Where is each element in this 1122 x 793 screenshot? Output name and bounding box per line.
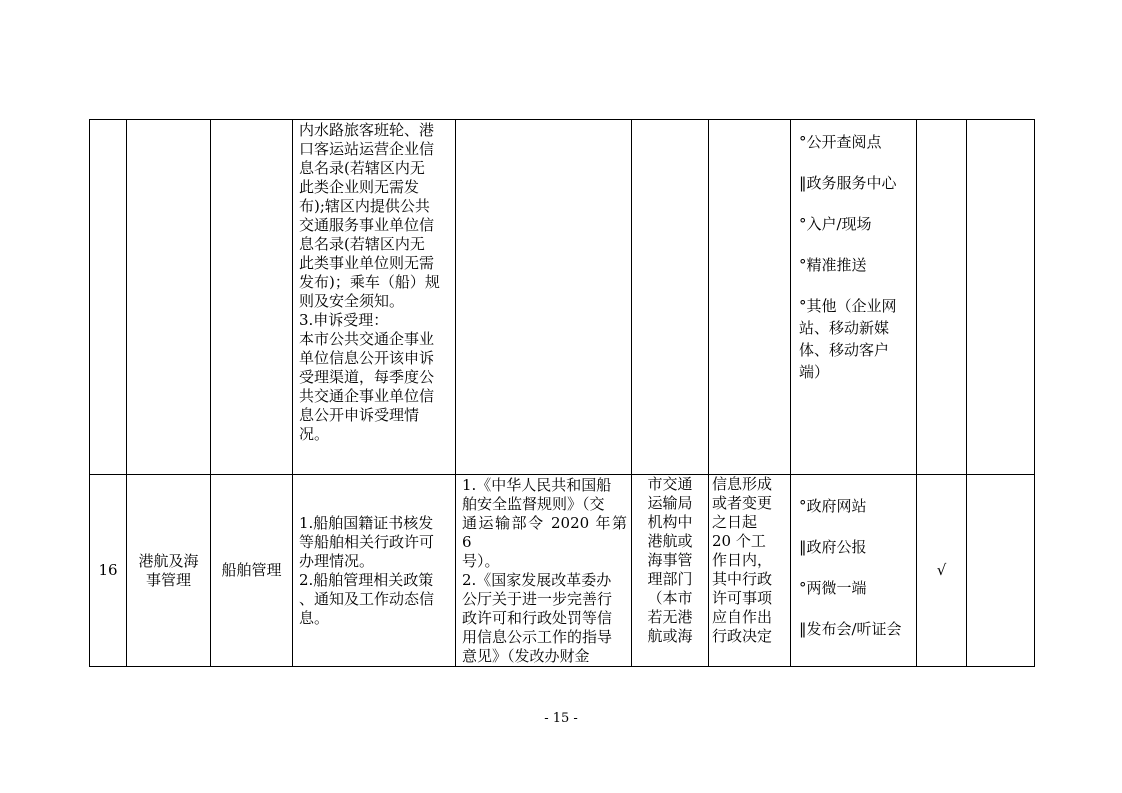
basis-text: 1.《中华人民共和国船 舶安全监督规则》（交 通运输部令 2020 年第 6 号）。 2.《国家发展改革委办 公厅关于进一步完善行 政许可和行政处罚等信 用信息公示工作的指导 意见》（发改办财金 (462, 476, 627, 665)
subject-cell (632, 120, 709, 475)
check-mark-icon: √ (936, 561, 947, 579)
channel-item: °公开查阅点 (799, 133, 882, 151)
extra-cell (967, 475, 1035, 667)
content-text: 1.船舶国籍证书核发 等船舶相关行政许可 办理情况。 2.船舶管理相关政策 、通知及工作动态信 息。 (299, 514, 435, 627)
channel-item: °精准推送 (799, 256, 867, 274)
channels-cell (791, 120, 917, 475)
channel-item: °两微一端 (799, 579, 867, 597)
channel-item: °政府网站 (799, 497, 867, 515)
channel-item: ‖发布会/听证会 (799, 620, 902, 638)
time-limit-cell (709, 475, 791, 667)
category-cell (127, 120, 211, 475)
subcategory-cell (211, 475, 293, 667)
content-cell (293, 120, 456, 475)
index-cell (90, 475, 127, 667)
subject-cell (632, 475, 709, 667)
basis-cell (456, 120, 632, 475)
basis-cell (456, 475, 632, 667)
channel-item: °入户/现场 (799, 215, 872, 233)
subcategory-text: 船舶管理 (221, 561, 282, 579)
channels-cell (791, 475, 917, 667)
category-text: 港航及海 事管理 (138, 551, 199, 589)
channel-item: °其他（企业网 站、移动新媒 体、移动客户 端） (799, 297, 897, 381)
content-cell (293, 475, 456, 667)
time-limit-text: 信息形成 或者变更 之日起 20 个工 作日内， 其中行政 许可事项 应自作出 行政决定 (712, 475, 773, 645)
subcategory-cell (211, 120, 293, 475)
table-row (90, 475, 1035, 667)
subject-text: 市交通 运输局 机构中 港航或 海事管 理部门 （本市 若无港 航或海 (647, 475, 693, 645)
extra-cell (967, 120, 1035, 475)
content-text: 内水路旅客班轮、港 口客运站运营企业信 息名录(若辖区内无 此类企业则无需发 布);辖区内提供公共 交通服务事业单位信 息名录(若辖区内无 此类事业单位则无需 发布)；乘车（船）规 则及安全须知。 3.申诉受理： 本市公共交通企事业 单位信息公开该申诉 受理渠道，每季度公 共交通企事业单位信 息公开申诉受理情 况。 (299, 121, 440, 443)
time-limit-cell (709, 120, 791, 475)
channel-item: ‖政府公报 (799, 538, 867, 556)
page-number: - 15 - (544, 711, 578, 726)
table-row (90, 120, 1035, 475)
index-text: 16 (98, 561, 118, 579)
index-cell (90, 120, 127, 475)
category-cell (127, 475, 211, 667)
channel-item: ‖政务服务中心 (799, 174, 897, 192)
mark-cell (917, 475, 967, 667)
mark-cell (917, 120, 967, 475)
disclosure-table (89, 119, 1035, 667)
